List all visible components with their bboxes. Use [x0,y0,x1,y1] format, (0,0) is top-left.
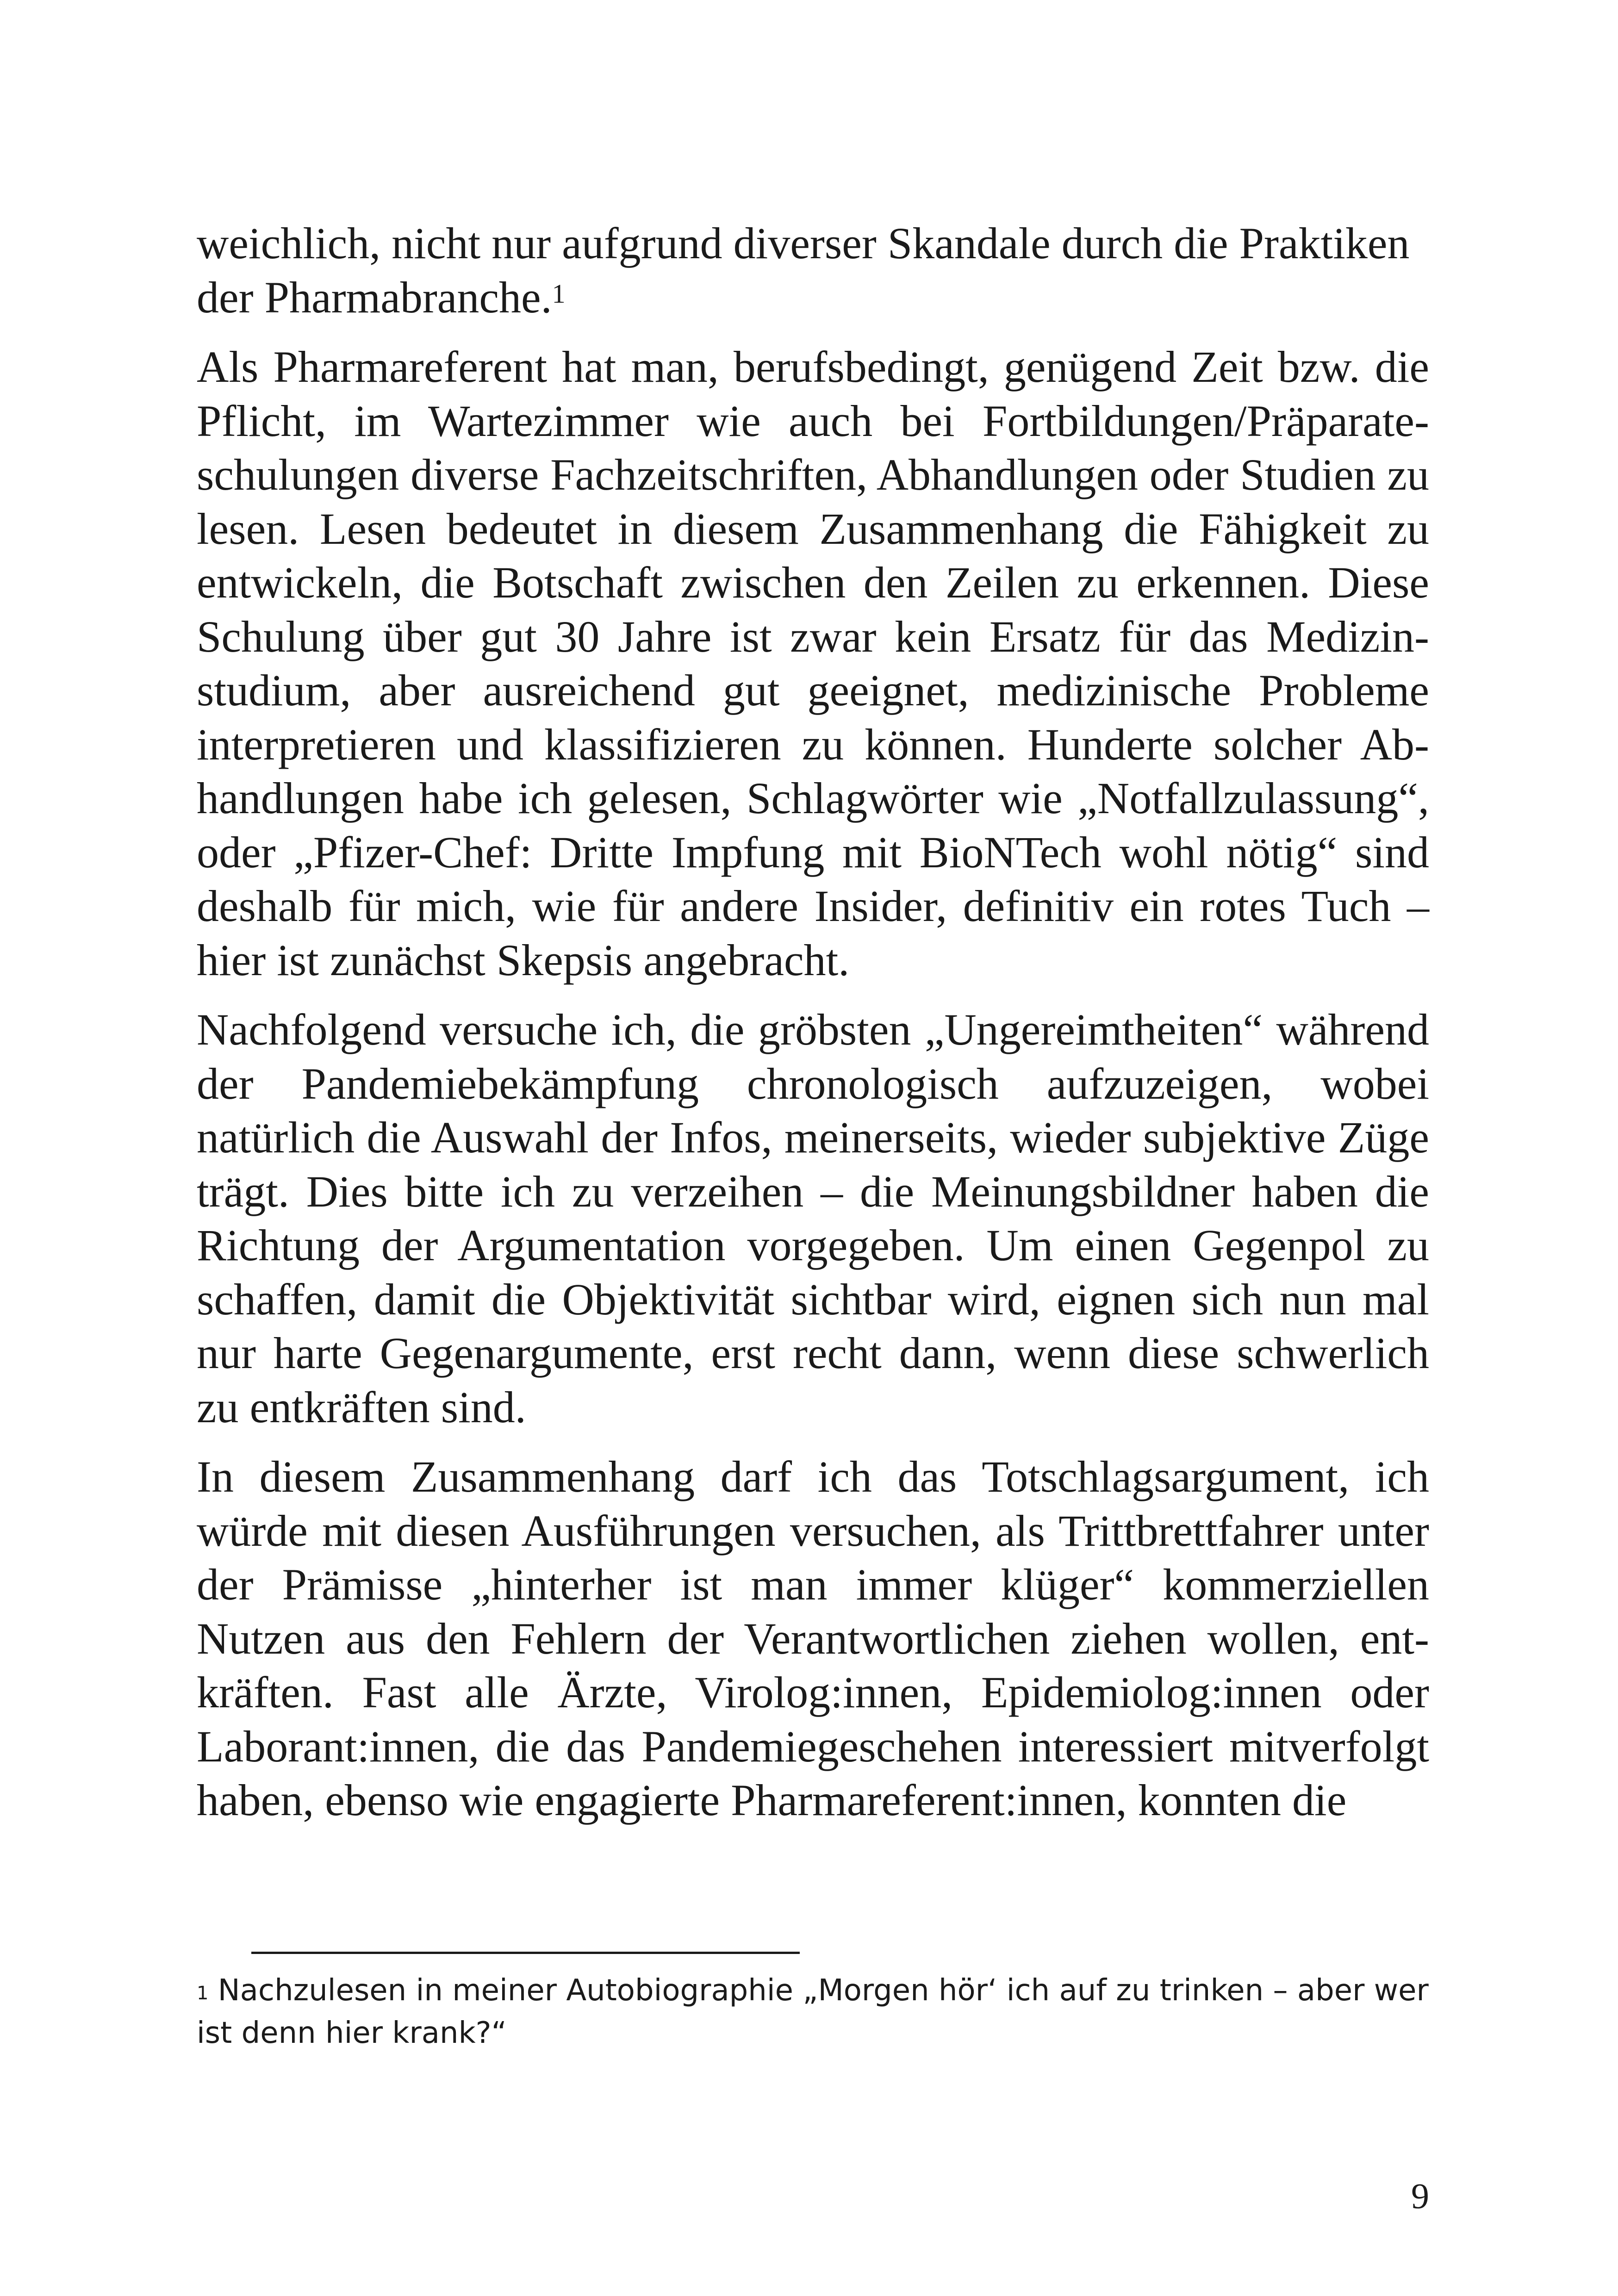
paragraph-2: Als Pharmareferent hat man, berufsbedingt, genügend Zeit bzw. die Pflicht, im Wartezimmer wie auch bei Fortbildungen/Präparateschulungen diverse Fachzeitschriften, Abhandlungen oder Studien zu lesen. Lesen bedeutet in diesem Zusammenhang die Fähigkeit zu entwickeln, die Botschaft zwischen den Zeilen zu erkennen. Diese Schulung über gut 30 Jahre ist zwar kein Ersatz für das Medizinstudium, aber ausreichend gut geeignet, medizinische Probleme interpretieren und klassifizieren zu können. Hunderte solcher Abhandlungen habe ich gelesen, Schlagwörter wie „Notfallzulassung“, oder „Pfizer-Chef: Dritte Impfung mit BioNTech wohl nötig“ sind deshalb für mich, wie für andere Insider, definitiv ein rotes Tuch – hier ist zunächst Skepsis angebracht. [197,342,1429,985]
footnote [197,1969,1429,2054]
footnote-marker: 1 [197,1983,209,2004]
footnote-separator [251,1952,800,1954]
body-text [197,217,1429,1843]
footnote-reference[interactable]: 1 [552,278,566,309]
paragraph-1 [197,217,1429,324]
paragraph-4: In diesem Zusammenhang darf ich das Totschlagsargument, ich würde mit diesen Ausführungen versuchen, als Trittbrettfahrer unter der Prämisse „hinterher ist man immer klüger“ kommerziellen Nutzen aus den Fehlern der Verantwortlichen ziehen wollen, entkräften. Fast alle Ärzte, Virolog:innen, Epidemiolog:innen oder Laborant:innen, die das Pandemiegeschehen interessiert mitverfolgt haben, ebenso wie engagierte Pharmareferent:innen, konnten die [197,1452,1429,1825]
page-number: 9 [1411,2176,1429,2216]
paragraph-3: Nachfolgend versuche ich, die gröbsten „Ungereimtheiten“ während der Pandemiebekämpfung chronologisch aufzuzeigen, wobei natürlich die Auswahl der Infos, meinerseits, wieder subjektive Züge trägt. Dies bitte ich zu verzeihen – die Meinungsbildner haben die Richtung der Argumentation vorgegeben. Um einen Gegenpol zu schaffen, damit die Objektivität sichtbar wird, eignen sich nun mal nur harte Gegenargumente, erst recht dann, wenn diese schwerlich zu entkräften sind. [197,1005,1429,1432]
footnote-text: Nachzulesen in meiner Autobiographie „Morgen hör‘ ich auf zu trinken – aber wer ist denn hier krank?“ [197,1973,1429,2050]
paragraph-1-text: weichlich, nicht nur aufgrund diverser Skandale durch die Praktiken der Pharmabranche. [197,218,1410,322]
